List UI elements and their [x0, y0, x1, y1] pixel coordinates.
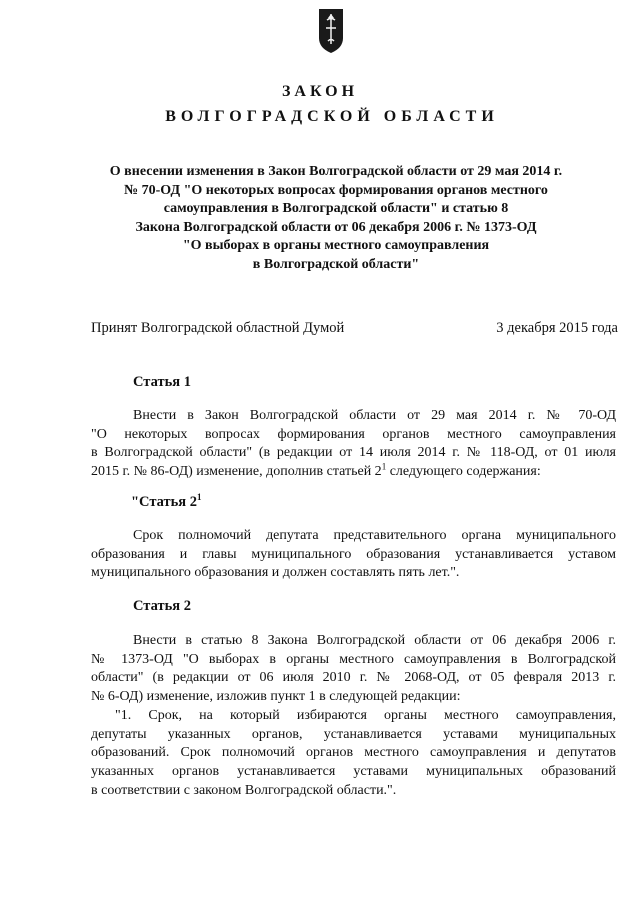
- paragraph-line: в соответствии с законом Волгоградской области.".: [91, 782, 397, 798]
- paragraph-line: № 1373-ОД "О выборах в органы местного самоуправления в Волгоградской: [91, 651, 616, 667]
- paragraph-line: образований. Срок полномочий органов местного самоуправления и депутатов: [91, 745, 616, 761]
- paragraph-line: в Волгоградской области" (в редакции от 14 июля 2014 г. № 118-ОД, от 01 июля: [91, 445, 616, 461]
- adoption-date: 3 декабря 2015 года: [496, 320, 618, 336]
- article-1-text: [91, 407, 616, 482]
- subtitle-line: "О выборах в органы местного самоуправления: [182, 238, 490, 254]
- law-subtitle: [96, 163, 576, 275]
- paragraph-line: 2015 г. № 86-ОД) изменение, дополнив статьей $2^1$ следующего содержания:: [91, 461, 541, 480]
- paragraph-line: образования и главы муниципального образования устанавливается уставом: [91, 546, 616, 562]
- coat-of-arms-emblem: [318, 8, 344, 54]
- adopted-by: Принят Волгоградской областной Думой: [91, 320, 345, 336]
- article-2-1-text: [91, 527, 616, 583]
- paragraph-line: "О некоторых вопросах формирования органов местного самоуправления: [91, 426, 616, 442]
- paragraph-line: Внести в Закон Волгоградской области от 29 мая 2014 г. № 70-ОД: [133, 408, 616, 423]
- paragraph-line: Внести в статью 8 Закона Волгоградской области от 06 декабря 2006 г.: [133, 633, 616, 648]
- adoption-line: [91, 320, 618, 337]
- subtitle-line: самоуправления в Волгоградской области" и статью 8: [163, 201, 509, 217]
- article-2-1-heading: "Статья $2^1$: [131, 492, 202, 510]
- paragraph-line: Срок полномочий депутата представительного органа муниципального: [133, 528, 616, 543]
- subtitle-line: в Волгоградской области": [252, 256, 420, 272]
- paragraph-line: депутаты указанных органов, устанавливается уставами муниципальных: [91, 726, 616, 742]
- region-title: ВОЛГОГРАДСКОЙ ОБЛАСТИ: [165, 108, 499, 125]
- paragraph-line: указанных органов устанавливается уставами муниципальных образований: [91, 763, 616, 779]
- subtitle-line: № 70-ОД "О некоторых вопросах формирования органов местного: [124, 182, 548, 198]
- paragraph-line: муниципального образования и должен составлять пять лет.".: [91, 565, 460, 581]
- article-1-heading: Статья 1: [133, 374, 191, 390]
- article-2-heading: Статья 2: [133, 598, 191, 614]
- document-type-title: ЗАКОН: [281, 83, 359, 100]
- paragraph-line: "1. Срок, на который избираются органы местного самоуправления,: [115, 707, 616, 723]
- paragraph-line: № 6-ОД) изменение, изложив пункт 1 в следующей редакции:: [91, 689, 461, 705]
- paragraph-line: области" (в редакции от 06 июля 2010 г. № 2068-ОД, от 05 февраля 2013 г.: [91, 670, 616, 686]
- article-2-text: [91, 632, 616, 800]
- subtitle-line: О внесении изменения в Закон Волгоградской области от 29 мая 2014 г.: [109, 164, 563, 179]
- subtitle-line: Закона Волгоградской области от 06 декабря 2006 г. № 1373-ОД: [135, 219, 537, 235]
